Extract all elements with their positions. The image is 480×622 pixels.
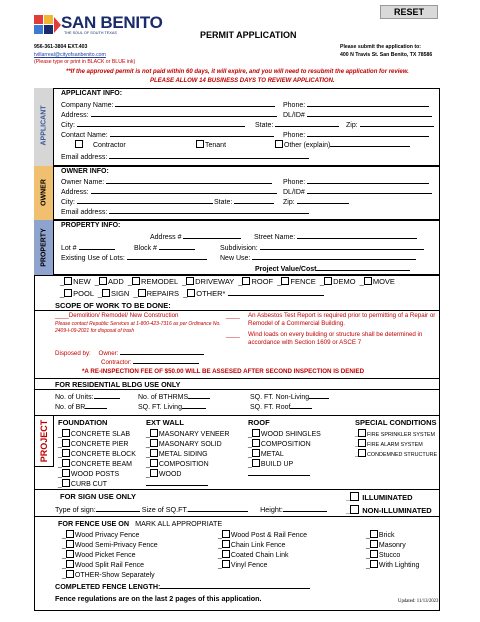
subdivision-field[interactable] <box>260 243 424 250</box>
subdivision-label: Subdivision: <box>220 245 258 252</box>
scope-heading: SCOPE OF WORK TO BE DONE: <box>55 301 171 310</box>
new-use-field[interactable] <box>252 253 416 260</box>
sqft-roof-row: SQ. FT. Roof <box>250 402 312 411</box>
owner-city-label: City: <box>61 199 75 206</box>
roof-other-field[interactable] <box>248 469 310 478</box>
tenant-label: Tenant <box>205 142 227 149</box>
contact-phone: 956-361-3804 EXT.403 <box>34 44 88 50</box>
residential-heading-divider <box>34 389 440 390</box>
special-heading: SPECIAL CONDITIONS <box>355 418 437 427</box>
contact-field[interactable] <box>110 130 274 137</box>
sign-height-field[interactable] <box>283 505 327 512</box>
owner-state-field[interactable] <box>234 197 274 204</box>
sign-type-row: Type of sign: Size of SQ.FT. Height: <box>55 505 327 514</box>
owner-phone-row <box>283 177 429 186</box>
applicant-city-label: City: <box>61 122 75 129</box>
special-option[interactable]: _ FIRE ALARM SYSTEM <box>355 439 423 448</box>
owner-state-row <box>214 197 274 206</box>
existing-use-field[interactable] <box>127 253 207 260</box>
page-title: PERMIT APPLICATION <box>200 30 297 40</box>
lot-label: Lot # <box>61 245 77 252</box>
ext-wall-heading: EXT WALL <box>146 418 184 427</box>
project-type-pool[interactable]: _ POOL <box>60 289 94 298</box>
ext-wall-option[interactable]: _ COMPOSITION <box>146 461 209 468</box>
role-row <box>75 140 126 149</box>
property-side-label: PROPERTY <box>40 228 48 267</box>
fence-option[interactable]: _ Wood Post & Rail Fence <box>218 532 308 539</box>
disposed-contractor-label: Contractor: <box>101 359 132 366</box>
foundation-option[interactable]: _ CONCRETE PIER <box>58 441 129 448</box>
property-heading: PROPERTY INFO: <box>61 222 121 229</box>
applicant-side-label: APPLICANT <box>40 105 48 146</box>
project-type-sign[interactable]: _ SIGN <box>97 289 130 298</box>
foundation-option[interactable]: _ CONCRETE BLOCK <box>58 451 136 458</box>
fence-option[interactable]: _ Vinyl Fence <box>218 562 268 569</box>
fence-regulations-note: Fence regulations are on the last 2 pages of this application. <box>55 594 262 603</box>
applicant-zip-field[interactable] <box>360 120 434 127</box>
owner-phone-label: Phone: <box>283 179 306 186</box>
project-value-label: Project Value/Cost <box>255 266 317 273</box>
lot-field[interactable] <box>79 243 115 250</box>
roof-heading: ROOF <box>248 418 270 427</box>
sqft-roof-field[interactable] <box>290 402 312 409</box>
fence-option[interactable]: _ Wood Picket Fence <box>62 552 136 559</box>
fence-option[interactable]: _ Coated Chain Link <box>218 552 289 559</box>
applicant-zip-row <box>346 120 434 129</box>
project-type-demo[interactable]: _ DEMO <box>319 277 356 286</box>
project-side-panel <box>34 415 54 467</box>
owner-email-label: Email address: <box>61 209 108 216</box>
owner-name-field[interactable] <box>106 177 272 184</box>
disposed-by-row <box>55 348 204 357</box>
block-label: Block # <box>134 245 157 252</box>
applicant-phone-row <box>283 100 429 109</box>
applicant-heading: APPLICANT INFO: <box>61 90 123 97</box>
sign-divider <box>34 489 440 490</box>
sqft-living-row: SQ. FT. Living <box>138 402 206 411</box>
units-row: No. of Units: <box>55 392 120 401</box>
applicant-phone-label: Phone: <box>283 102 306 109</box>
materials-divider <box>34 415 440 416</box>
project-type-other[interactable]: _ OTHER* <box>183 289 226 298</box>
fence-length-field[interactable] <box>160 582 310 589</box>
fence-option[interactable]: _ Wood Split Rail Fence <box>62 562 145 569</box>
applicant-state-label: State: <box>255 122 274 129</box>
units-field[interactable] <box>94 392 120 399</box>
applicant-address-field[interactable] <box>91 110 277 117</box>
existing-use-label: Existing Use of Lots: <box>61 255 125 262</box>
republic-note: Please contact Republic Services at 1-800-423-7316 as per Ordinance No. 2409-I-09-2021 for disposal of trash <box>55 321 221 334</box>
expiry-warning: **If the approved permit is not paid within 60 days, it will expire, and you will need to resubmit the application for review. <box>66 69 409 75</box>
reset-button[interactable]: RESET <box>380 5 438 19</box>
other-label: Other (explain) <box>284 142 331 149</box>
scope-divider <box>34 310 440 311</box>
company-label: Company Name: <box>61 102 114 109</box>
logo-mark-icon <box>34 13 62 37</box>
ink-note: (Please type or print in BLACK or BLUE ink) <box>34 59 136 65</box>
project-type-new[interactable]: _ NEW <box>60 277 91 286</box>
contact-email-link[interactable]: tvillarreal@cityofsanbenito.com <box>34 52 106 58</box>
project-value-row <box>255 264 410 273</box>
disposed-contractor-field[interactable] <box>133 357 199 364</box>
logo-tagline: THE SOUL OF SOUTH TEXAS <box>64 31 117 35</box>
foundation-option[interactable]: _ CURB CUT <box>58 481 108 488</box>
applicant-dl-field[interactable] <box>307 110 432 117</box>
applicant-email-row <box>61 152 309 161</box>
owner-address-row <box>61 187 277 196</box>
disposed-contractor-row <box>101 357 199 366</box>
logo-text: SAN BENITO <box>61 13 163 32</box>
fence-heading: FOR FENCE USE ON <box>58 519 130 528</box>
owner-side-panel <box>34 166 54 220</box>
non-illuminated-option[interactable]: _ NON-ILLUMINATED <box>346 506 432 515</box>
project-types-row-1 <box>60 277 395 286</box>
owner-zip-label: Zip: <box>283 199 295 206</box>
ext-wall-option[interactable]: _ WOOD <box>146 471 182 478</box>
project-type-roof[interactable]: _ ROOF <box>238 277 274 286</box>
new-use-row <box>220 253 416 262</box>
fence-length-row <box>55 582 310 591</box>
owner-side-label: OWNER <box>40 179 48 206</box>
sqft-living-field[interactable] <box>182 402 206 409</box>
project-value-field[interactable] <box>316 264 410 271</box>
owner-city-row <box>61 197 213 206</box>
owner-name-label: Owner Name: <box>61 179 105 186</box>
other-type-field[interactable] <box>228 289 324 296</box>
owner-zip-field[interactable] <box>297 197 349 204</box>
updated-date: Updated: 11/13/2023 <box>398 599 439 604</box>
tenant-checkbox[interactable] <box>196 140 204 148</box>
lot-row <box>61 243 115 252</box>
owner-dl-field[interactable] <box>307 187 432 194</box>
other-checkbox[interactable] <box>275 140 283 148</box>
br-field[interactable] <box>85 402 107 409</box>
ext-wall-option[interactable]: _ METAL SIDING <box>146 451 208 458</box>
bathrms-field[interactable] <box>188 392 210 399</box>
sqft-non-living-field[interactable] <box>309 392 329 399</box>
owner-dl-label: DL/ID# <box>283 189 305 196</box>
roof-option[interactable]: _ WOOD SHINGLES <box>248 431 321 438</box>
applicant-city-row <box>61 120 245 129</box>
owner-address-label: Address: <box>61 189 89 196</box>
contact-row <box>61 130 274 139</box>
street-label: Street Name: <box>254 234 296 241</box>
project-type-add[interactable]: _ ADD <box>94 277 124 286</box>
applicant-address-row <box>61 110 277 119</box>
project-type-move[interactable]: _ MOVE <box>359 277 395 286</box>
br-row: No. of BR <box>55 402 107 411</box>
owner-heading: OWNER INFO: <box>61 168 109 175</box>
contact-phone-row <box>283 130 429 139</box>
ext-wall-option[interactable]: _ MASONARY VENEER <box>146 431 230 438</box>
applicant-phone-field[interactable] <box>307 100 429 107</box>
new-use-label: New Use: <box>220 255 251 262</box>
foundation-option[interactable]: _ CONCRETE BEAM <box>58 461 132 468</box>
owner-email-field[interactable] <box>109 207 309 214</box>
contact-phone-field[interactable] <box>307 130 429 137</box>
submit-to-label: Please submit the application to: <box>340 44 421 50</box>
applicant-side-panel <box>34 88 54 166</box>
residential-heading: FOR RESIDENTIAL BLDG USE ONLY <box>55 380 181 389</box>
street-field[interactable] <box>297 232 417 239</box>
fence-option[interactable]: _ Stucco <box>366 552 401 559</box>
roof-option[interactable]: _ COMPOSITION <box>248 441 311 448</box>
fence-option[interactable]: _ With Lighting <box>366 562 420 569</box>
applicant-email-label: Email address: <box>61 154 108 161</box>
fence-option[interactable]: _ Chain Link Fence <box>218 542 286 549</box>
special-option[interactable]: _ FIRE SPRINKLER SYSTEM <box>355 429 435 438</box>
residential-divider <box>34 378 440 379</box>
contact-phone-label: Phone: <box>283 132 306 139</box>
applicant-dl-row <box>283 110 432 119</box>
applicant-city-field[interactable] <box>77 120 245 127</box>
owner-zip-row <box>283 197 349 206</box>
disposed-owner-label: Owner: <box>98 350 119 357</box>
other-row <box>275 140 410 149</box>
owner-dl-row <box>283 187 432 196</box>
owner-email-row <box>61 207 309 216</box>
owner-phone-field[interactable] <box>307 177 429 184</box>
logo <box>34 9 163 41</box>
foundation-option[interactable]: _ WOOD POSTS <box>58 471 120 478</box>
foundation-option[interactable]: _ CONCRETE SLAB <box>58 431 131 438</box>
fence-option[interactable]: _ Wood Semi-Privacy Fence <box>62 542 158 549</box>
fence-option[interactable]: _ OTHER-Show Separately <box>62 572 155 579</box>
property-address-row <box>150 232 241 241</box>
disposed-by-label: Disposed by: <box>55 350 91 357</box>
project-side-label: PROJECT <box>39 419 49 463</box>
block-field[interactable] <box>159 243 195 250</box>
company-field[interactable] <box>115 100 275 107</box>
roof-option[interactable]: _ BUILD UP <box>248 461 294 468</box>
project-type-remodel[interactable]: _ REMODEL <box>127 277 178 286</box>
sign-size-field[interactable] <box>188 505 248 512</box>
roof-option[interactable]: _ METAL <box>248 451 284 458</box>
bathrms-row: No. of BTHRMS <box>138 392 210 401</box>
asbestos-note: ____ An Asbestos Test Report is required prior to permitting of a Repair or Remodel of a Commercial Building. <box>226 312 436 327</box>
fence-length-label: COMPLETED FENCE LENGTH: <box>55 582 161 591</box>
block-row <box>134 243 195 252</box>
project-types-row-2 <box>60 289 324 298</box>
disposed-owner-field[interactable] <box>120 348 204 355</box>
contractor-checkbox[interactable] <box>75 140 83 148</box>
sign-heading: FOR SIGN USE ONLY <box>60 492 136 501</box>
applicant-state-field[interactable] <box>275 120 339 127</box>
demolition-note: ____Demolition/ Remodel/ New Construction <box>55 312 179 319</box>
applicant-zip-label: Zip: <box>346 122 358 129</box>
project-type-fence[interactable]: _ FENCE <box>277 277 316 286</box>
foundation-heading: FOUNDATION <box>58 418 108 427</box>
fence-option[interactable]: _ Brick <box>366 532 395 539</box>
street-row <box>254 232 417 241</box>
existing-use-row <box>61 253 207 262</box>
review-note: PLEASE ALLOW 14 BUSINESS DAYS TO REVIEW APPLICATION. <box>150 78 335 84</box>
wind-note: ____ Wind loads on every building or structure shall be determined in accordance with Section 1609 or ASCE 7 <box>226 331 423 346</box>
tenant-row <box>196 140 226 149</box>
applicant-email-field[interactable] <box>109 152 309 159</box>
property-side-panel <box>34 220 54 275</box>
special-option[interactable]: _ CONDEMNED STRUCTURE <box>355 449 437 458</box>
property-address-label: Address # <box>150 234 182 241</box>
fence-divider <box>34 516 440 517</box>
reinspection-note: *A RE-INSPECTION FEE OF $50.00 WILL BE ASSESED AFTER SECOND INSPECTION IS DENIED <box>82 368 365 375</box>
property-address-field[interactable] <box>183 232 241 239</box>
sqft-non-living-row: SQ. FT. Non-Living <box>250 392 329 401</box>
project-type-driveway[interactable]: _ DRIVEWAY <box>181 277 235 286</box>
project-type-repairs[interactable]: _ REPAIRS <box>133 289 179 298</box>
fence-option[interactable]: _ Wood Privacy Fence <box>62 532 140 539</box>
contact-label: Contact Name: <box>61 132 108 139</box>
owner-name-row <box>61 177 272 186</box>
contractor-label: Contractor <box>93 142 126 149</box>
other-explain-field[interactable] <box>330 140 410 147</box>
owner-state-label: State: <box>214 199 233 206</box>
ext-wall-other-field[interactable] <box>146 479 208 488</box>
owner-address-field[interactable] <box>91 187 277 194</box>
ext-wall-option[interactable]: _ MASONARY SOLID <box>146 441 222 448</box>
owner-city-field[interactable] <box>77 197 213 204</box>
fence-mark-note: MARK ALL APPROPRIATE <box>135 519 223 528</box>
sign-type-field[interactable] <box>96 505 140 512</box>
company-row <box>61 100 275 109</box>
applicant-address-label: Address: <box>61 112 89 119</box>
fence-heading-row <box>58 519 222 528</box>
applicant-dl-label: DL/ID# <box>283 112 305 119</box>
subdivision-row <box>220 243 424 252</box>
applicant-state-row <box>255 120 339 129</box>
fence-option[interactable]: _ Masonry <box>366 542 406 549</box>
submit-address: 400 N Travis St. San Benito, TX 78586 <box>340 52 433 58</box>
illuminated-option[interactable]: _ ILLUMINATED <box>346 493 413 502</box>
